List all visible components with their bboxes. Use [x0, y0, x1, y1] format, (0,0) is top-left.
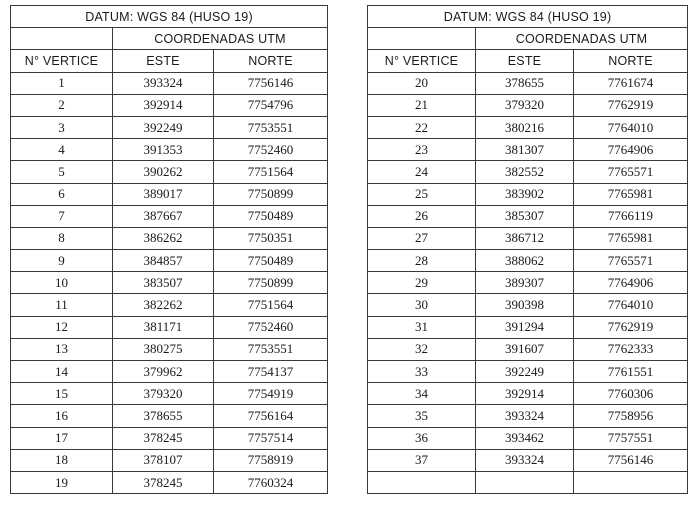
este-cell: 383902	[476, 183, 574, 205]
norte-cell: 7751564	[214, 294, 328, 316]
norte-cell: 7760306	[574, 383, 688, 405]
vertex-number-cell: 27	[368, 227, 476, 249]
vertex-number-cell: 4	[11, 139, 113, 161]
table-row	[368, 449, 688, 471]
norte-cell: 7764906	[574, 139, 688, 161]
este-cell: 393324	[476, 449, 574, 471]
norte-cell: 7760324	[214, 471, 328, 493]
table-row	[11, 361, 328, 383]
column-header-row	[368, 50, 688, 72]
este-cell: 383507	[113, 272, 214, 294]
norte-cell: 7750899	[214, 183, 328, 205]
table-row	[11, 72, 328, 94]
vertex-number-cell: 5	[11, 161, 113, 183]
este-cell: 387667	[113, 205, 214, 227]
norte-cell: 7754796	[214, 94, 328, 116]
norte-cell: 7762919	[574, 94, 688, 116]
este-cell: 392914	[113, 94, 214, 116]
table-row	[368, 161, 688, 183]
este-cell: 391294	[476, 316, 574, 338]
table-body-left	[11, 6, 328, 494]
table-row	[11, 139, 328, 161]
table-row	[11, 405, 328, 427]
vertex-number-cell: 34	[368, 383, 476, 405]
vertex-number-cell: 1	[11, 72, 113, 94]
vertex-number-cell: 26	[368, 205, 476, 227]
table-row	[368, 227, 688, 249]
este-cell: 386262	[113, 227, 214, 249]
este-cell: 382262	[113, 294, 214, 316]
norte-cell: 7750899	[214, 272, 328, 294]
norte-cell: 7757551	[574, 427, 688, 449]
vertex-number-cell: 7	[11, 205, 113, 227]
este-cell: 378245	[113, 427, 214, 449]
coordinates-utm-header: COORDENADAS UTM	[113, 28, 328, 50]
norte-cell: 7758919	[214, 449, 328, 471]
vertex-number-cell: 10	[11, 272, 113, 294]
vertex-number-cell: 8	[11, 227, 113, 249]
table-row	[368, 338, 688, 360]
norte-cell: 7764906	[574, 272, 688, 294]
este-cell: 388062	[476, 250, 574, 272]
table-row	[11, 316, 328, 338]
vertex-number-cell: 2	[11, 94, 113, 116]
norte-cell: 7756146	[214, 72, 328, 94]
table-row	[11, 294, 328, 316]
table-row	[11, 205, 328, 227]
vertex-number-cell: 6	[11, 183, 113, 205]
este-column-header: ESTE	[113, 50, 214, 72]
norte-column-header: NORTE	[214, 50, 328, 72]
vertex-number-cell: 15	[11, 383, 113, 405]
table-row	[368, 205, 688, 227]
table-row	[368, 272, 688, 294]
vertex-number-cell: 14	[11, 361, 113, 383]
vertex-number-cell: 25	[368, 183, 476, 205]
table-row	[368, 361, 688, 383]
table-row	[368, 139, 688, 161]
norte-cell	[574, 471, 688, 493]
table-row	[11, 227, 328, 249]
este-cell: 386712	[476, 227, 574, 249]
vertex-number-cell: 22	[368, 116, 476, 138]
vertex-number-cell: 11	[11, 294, 113, 316]
vertex-number-cell: 12	[11, 316, 113, 338]
table-row	[11, 161, 328, 183]
norte-cell: 7750489	[214, 250, 328, 272]
norte-cell: 7753551	[214, 338, 328, 360]
este-cell: 380275	[113, 338, 214, 360]
datum-header-row	[11, 6, 328, 28]
este-cell: 389307	[476, 272, 574, 294]
vertex-number-cell: 31	[368, 316, 476, 338]
norte-cell: 7754919	[214, 383, 328, 405]
datum-header-row	[368, 6, 688, 28]
vertex-number-cell: 3	[11, 116, 113, 138]
norte-cell: 7756146	[574, 449, 688, 471]
este-cell: 378107	[113, 449, 214, 471]
norte-cell: 7761551	[574, 361, 688, 383]
este-cell: 393462	[476, 427, 574, 449]
norte-column-header: NORTE	[574, 50, 688, 72]
norte-cell: 7762333	[574, 338, 688, 360]
table-row	[368, 471, 688, 493]
coordinates-table-right	[367, 5, 688, 494]
norte-cell: 7750351	[214, 227, 328, 249]
norte-cell: 7761674	[574, 72, 688, 94]
norte-cell: 7756164	[214, 405, 328, 427]
table-row	[368, 72, 688, 94]
vertex-number-cell: 32	[368, 338, 476, 360]
norte-cell: 7757514	[214, 427, 328, 449]
vertex-number-cell	[368, 471, 476, 493]
vertex-number-cell: 37	[368, 449, 476, 471]
norte-cell: 7764010	[574, 294, 688, 316]
table-row	[368, 183, 688, 205]
este-cell: 381171	[113, 316, 214, 338]
table-row	[11, 272, 328, 294]
table-row	[368, 250, 688, 272]
table-row	[368, 383, 688, 405]
este-cell: 379320	[113, 383, 214, 405]
table-row	[11, 250, 328, 272]
table-row	[368, 405, 688, 427]
este-cell: 378655	[476, 72, 574, 94]
este-cell: 390262	[113, 161, 214, 183]
vertex-number-cell: 18	[11, 449, 113, 471]
vertex-number-cell: 24	[368, 161, 476, 183]
este-cell: 391353	[113, 139, 214, 161]
norte-cell: 7750489	[214, 205, 328, 227]
este-cell: 391607	[476, 338, 574, 360]
este-cell: 385307	[476, 205, 574, 227]
vertex-column-header: N° VERTICE	[368, 50, 476, 72]
este-cell: 389017	[113, 183, 214, 205]
este-cell: 392249	[476, 361, 574, 383]
norte-cell: 7765571	[574, 161, 688, 183]
vertex-number-cell: 13	[11, 338, 113, 360]
este-cell: 382552	[476, 161, 574, 183]
este-cell: 379320	[476, 94, 574, 116]
vertex-number-cell: 23	[368, 139, 476, 161]
este-cell: 392249	[113, 116, 214, 138]
este-cell: 384857	[113, 250, 214, 272]
vertex-number-cell: 16	[11, 405, 113, 427]
este-cell: 378245	[113, 471, 214, 493]
vertex-number-cell: 35	[368, 405, 476, 427]
table-row	[368, 427, 688, 449]
vertex-number-cell: 33	[368, 361, 476, 383]
norte-cell: 7762919	[574, 316, 688, 338]
column-header-row	[11, 50, 328, 72]
datum-header: DATUM: WGS 84 (HUSO 19)	[368, 6, 688, 28]
norte-cell: 7752460	[214, 139, 328, 161]
este-column-header: ESTE	[476, 50, 574, 72]
table-row	[11, 449, 328, 471]
table-row	[368, 294, 688, 316]
vertex-number-cell: 19	[11, 471, 113, 493]
este-cell: 379962	[113, 361, 214, 383]
norte-cell: 7765981	[574, 183, 688, 205]
table-body-right	[368, 6, 688, 494]
table-row	[11, 383, 328, 405]
group-header-row	[11, 28, 328, 50]
table-row	[11, 471, 328, 493]
este-cell: 393324	[476, 405, 574, 427]
table-row	[11, 116, 328, 138]
este-cell: 390398	[476, 294, 574, 316]
norte-cell: 7764010	[574, 116, 688, 138]
table-row	[11, 94, 328, 116]
este-cell: 378655	[113, 405, 214, 427]
este-cell: 393324	[113, 72, 214, 94]
norte-cell: 7765571	[574, 250, 688, 272]
vertex-number-cell: 20	[368, 72, 476, 94]
vertex-number-cell: 28	[368, 250, 476, 272]
table-row	[11, 338, 328, 360]
vertex-number-cell: 17	[11, 427, 113, 449]
este-cell: 392914	[476, 383, 574, 405]
table-row	[11, 183, 328, 205]
norte-cell: 7758956	[574, 405, 688, 427]
este-cell: 380216	[476, 116, 574, 138]
table-row	[368, 116, 688, 138]
group-header-row	[368, 28, 688, 50]
blank-header-cell	[368, 28, 476, 50]
table-row	[368, 316, 688, 338]
vertex-number-cell: 21	[368, 94, 476, 116]
este-cell	[476, 471, 574, 493]
table-row	[368, 94, 688, 116]
norte-cell: 7754137	[214, 361, 328, 383]
vertex-number-cell: 30	[368, 294, 476, 316]
coordinates-utm-header: COORDENADAS UTM	[476, 28, 688, 50]
vertex-number-cell: 29	[368, 272, 476, 294]
norte-cell: 7766119	[574, 205, 688, 227]
norte-cell: 7765981	[574, 227, 688, 249]
norte-cell: 7751564	[214, 161, 328, 183]
vertex-number-cell: 9	[11, 250, 113, 272]
coordinates-table-left	[10, 5, 328, 494]
datum-header: DATUM: WGS 84 (HUSO 19)	[11, 6, 328, 28]
table-row	[11, 427, 328, 449]
vertex-column-header: N° VERTICE	[11, 50, 113, 72]
blank-header-cell	[11, 28, 113, 50]
vertex-number-cell: 36	[368, 427, 476, 449]
norte-cell: 7752460	[214, 316, 328, 338]
este-cell: 381307	[476, 139, 574, 161]
norte-cell: 7753551	[214, 116, 328, 138]
